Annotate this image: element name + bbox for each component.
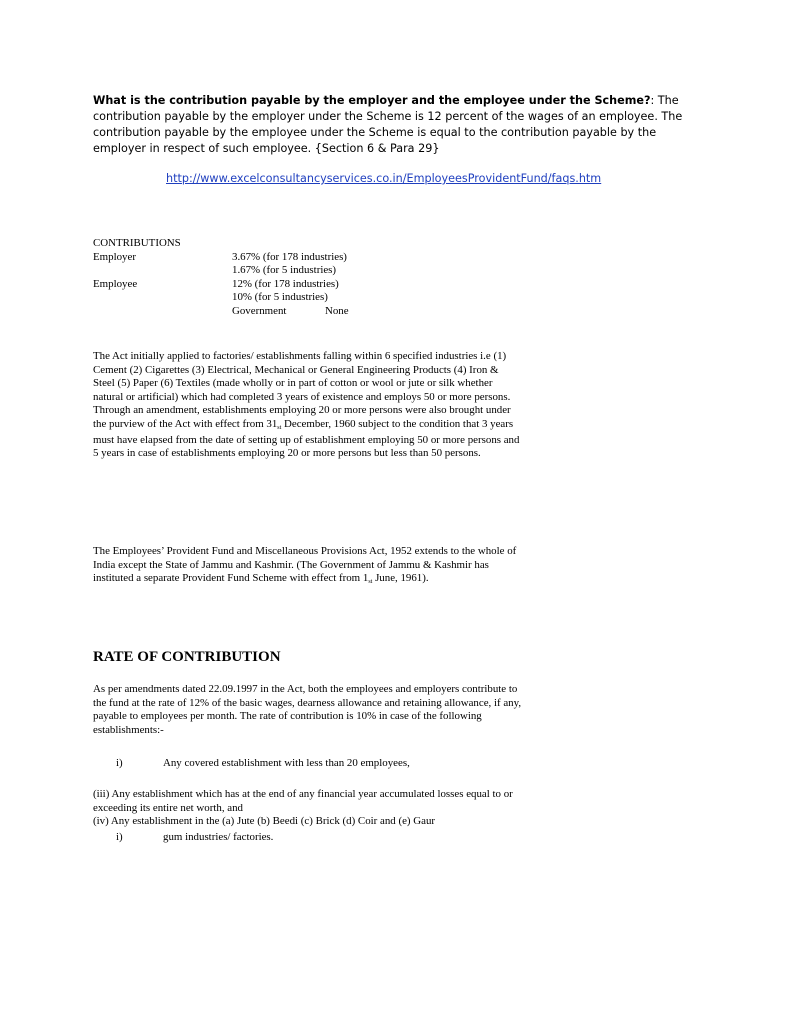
contributions-heading-row (93, 237, 493, 251)
act-text-before: The Act initially applied to factories/ establishments falling within 6 specified industries i.e (1) Cement (2) Cigarettes (3) Electrical, Mechanical or General Engineering Products (4) Iron & Steel (5) Paper (6) Textiles (made wholly or in part of cotton or wool or jute or silk whether natural or artificial) which had completed 3 years of existence and employs 50 or more persons. Through an amendment, establishments employing 20 or more persons were also brought under the purview of the Act with effect from 31 (93, 350, 511, 430)
list-item-text: Any covered establishment with less than 20 employees, (163, 757, 410, 769)
list-item-number: i) (116, 831, 123, 843)
extent-text-before: The Employees’ Provident Fund and Miscellaneous Provisions Act, 1952 extends to the whole of India except the State of Jammu and Kashmir. (The Government of Jammu & Kashmir has instituted a separate Provident Fund Scheme with effect from 1 (93, 545, 517, 585)
list-item-number: i) (116, 757, 123, 769)
contribution-value: 12% (for 178 industries) (232, 277, 339, 290)
faq-answer: : The contribution payable by the employer under the Scheme is 12 percent of the wages of an employee. The contribution payable by the employee under the Scheme is equal to the contribution payable by the employer in respect of such employee. {Section 6 & Para 29} (93, 94, 683, 155)
contribution-extra: None (325, 304, 349, 317)
rate-of-contribution-heading: RATE OF CONTRIBUTION (93, 649, 281, 665)
act-applicability-paragraph (93, 350, 523, 461)
act-extent-paragraph (93, 545, 523, 588)
contribution-label: Employer (93, 250, 136, 263)
list-item-iii: (iii) Any establishment which has at the end of any financial year accumulated losses equal to or exceeding its entire net worth, and (93, 788, 513, 814)
contribution-row (93, 278, 493, 292)
contribution-row (93, 264, 493, 278)
extent-text-after: June, 1961). (372, 572, 429, 585)
date-suffix: st (368, 579, 373, 586)
rate-intro-paragraph: As per amendments dated 22.09.1997 in the Act, both the employees and employers contribute to the fund at the rate of 12% of the basic wages, dearness allowance and retaining allowance, if any, payable to employees per month. The rate of contribution is 10% in case of the following establishments:- (93, 683, 522, 736)
contribution-row (93, 291, 493, 305)
list-item-iv: (iv) Any establishment in the (a) Jute (b) Beedi (c) Brick (d) Coir and (e) Gaur (93, 815, 436, 828)
list-item (93, 757, 533, 771)
date-suffix: st (277, 424, 282, 431)
contributions-table (93, 237, 493, 319)
contribution-row (93, 305, 493, 319)
contribution-value: Government (232, 304, 287, 317)
list-item (93, 831, 533, 845)
contribution-value: 1.67% (for 5 industries) (232, 264, 337, 277)
contribution-row (93, 251, 493, 265)
faq-paragraph (93, 93, 703, 157)
list-item-text: gum industries/ factories. (163, 831, 274, 843)
faq-question: What is the contribution payable by the employer and the employee under the Scheme? (93, 94, 651, 107)
contributions-heading: CONTRIBUTIONS (93, 237, 181, 249)
contribution-label: Employee (93, 277, 138, 290)
contribution-value: 3.67% (for 178 industries) (232, 250, 347, 263)
act-text-after: December, 1960 subject to the condition that 3 years must have elapsed from the date of setting up of establishment employing 50 or more persons and 5 years in case of establishments employing 20 or more persons but less than 50 persons. (93, 417, 520, 460)
contribution-value: 10% (for 5 industries) (232, 291, 328, 304)
list-item-block (93, 788, 513, 829)
faq-source-link[interactable]: http://www.excelconsultancyservices.co.in/EmployeesProvidentFund/faqs.htm (166, 172, 602, 185)
